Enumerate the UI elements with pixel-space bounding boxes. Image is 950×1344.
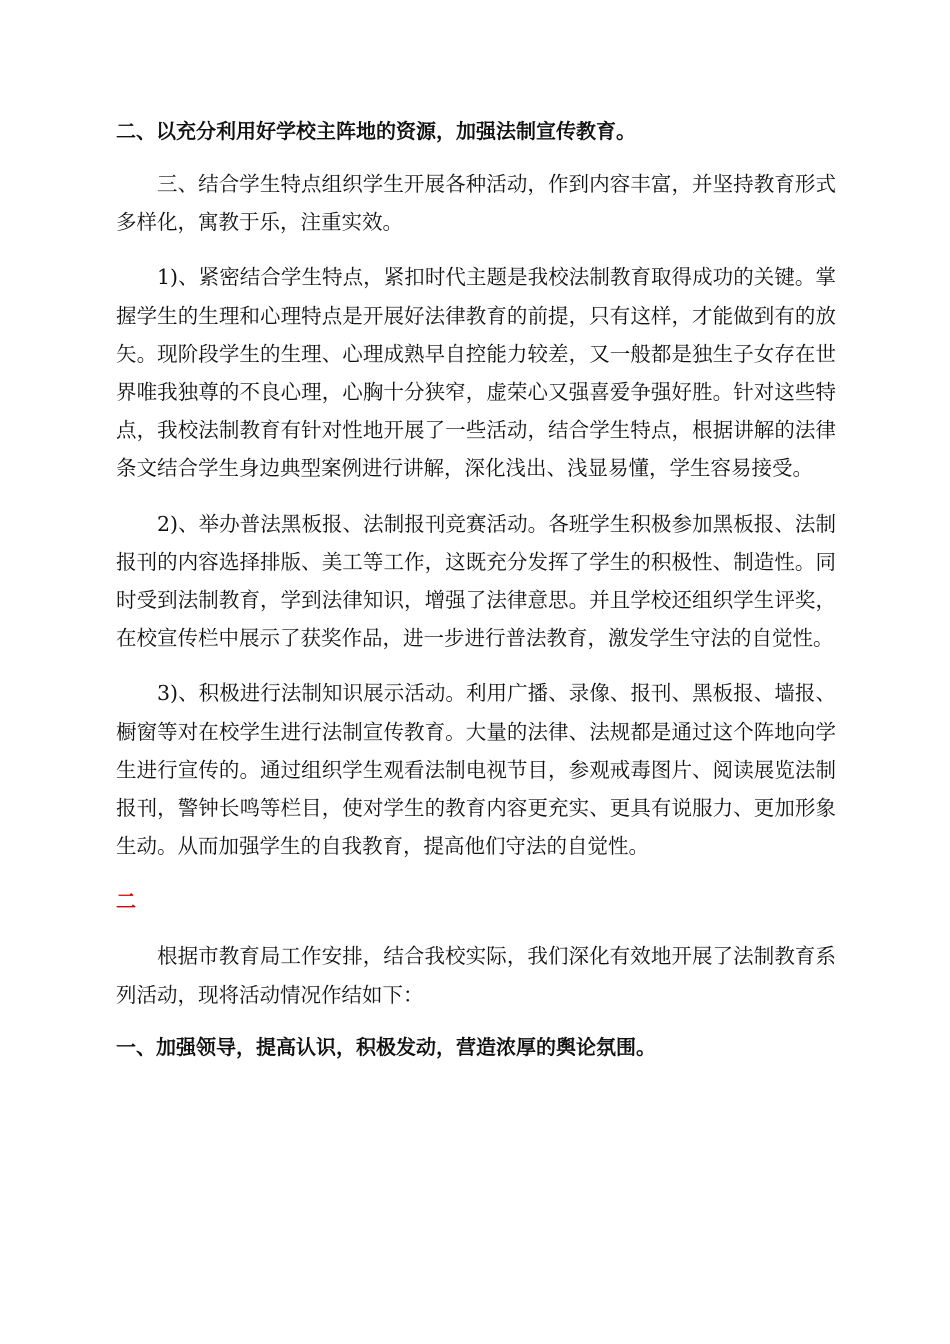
section-number-mark: 二: [116, 889, 136, 914]
paragraph-point-three: 三、结合学生特点组织学生开展各种活动，作到内容丰富，并坚持教育形式多样化，寓教于乐，注重实效。: [116, 172, 836, 235]
heading-section-two: 二、以充分利用好学校主阵地的资源，加强法制宣传教育。: [116, 119, 636, 143]
paragraph-item-2: 2)、举办普法黑板报、法制报刊竞赛活动。各班学生积极参加黑板报、法制报刊的内容选择排版、美工等工作，这既充分发挥了学生的积极性、制造性。同时受到法制教育，学到法律知识，增强了法律意思。并且学校还组织学生评奖，在校宣传栏中展示了获奖作品，进一步进行普法教育，激发学生守法的自觉性。: [116, 511, 836, 651]
paragraph-intro: 根据市教育局工作安排，结合我校实际，我们深化有效地开展了法制教育系列活动，现将活动情况作结如下：: [116, 944, 836, 1007]
heading-section-one: 一、加强领导，提高认识，积极发动，营造浓厚的舆论氛围。: [116, 1034, 656, 1059]
document-page: [116, 112, 836, 1066]
paragraph-item-1: 1)、紧密结合学生特点，紧扣时代主题是我校法制教育取得成功的关键。掌握学生的生理和心理特点是开展好法律教育的前提，只有这样，才能做到有的放矢。现阶段学生的生理、心理成熟早自控能力较差，又一般都是独生子女存在世界唯我独尊的不良心理，心胸十分狭窄，虚荣心又强喜爱争强好胜。针对这些特点，我校法制教育有针对性地开展了一些活动，结合学生特点，根据讲解的法律条文结合学生身边典型案例进行讲解，深化浅出、浅显易懂，学生容易接受。: [116, 265, 836, 481]
paragraph-item-3: 3)、积极进行法制知识展示活动。利用广播、录像、报刊、黑板报、墙报、橱窗等对在校学生进行法制宣传教育。大量的法律、法规都是通过这个阵地向学生进行宣传的。通过组织学生观看法制电视节目，参观戒毒图片、阅读展览法制报刊，警钟长鸣等栏目，使对学生的教育内容更充实、更具有说服力、更加形象生动。从而加强学生的自我教育，提高他们守法的自觉性。: [116, 681, 836, 859]
